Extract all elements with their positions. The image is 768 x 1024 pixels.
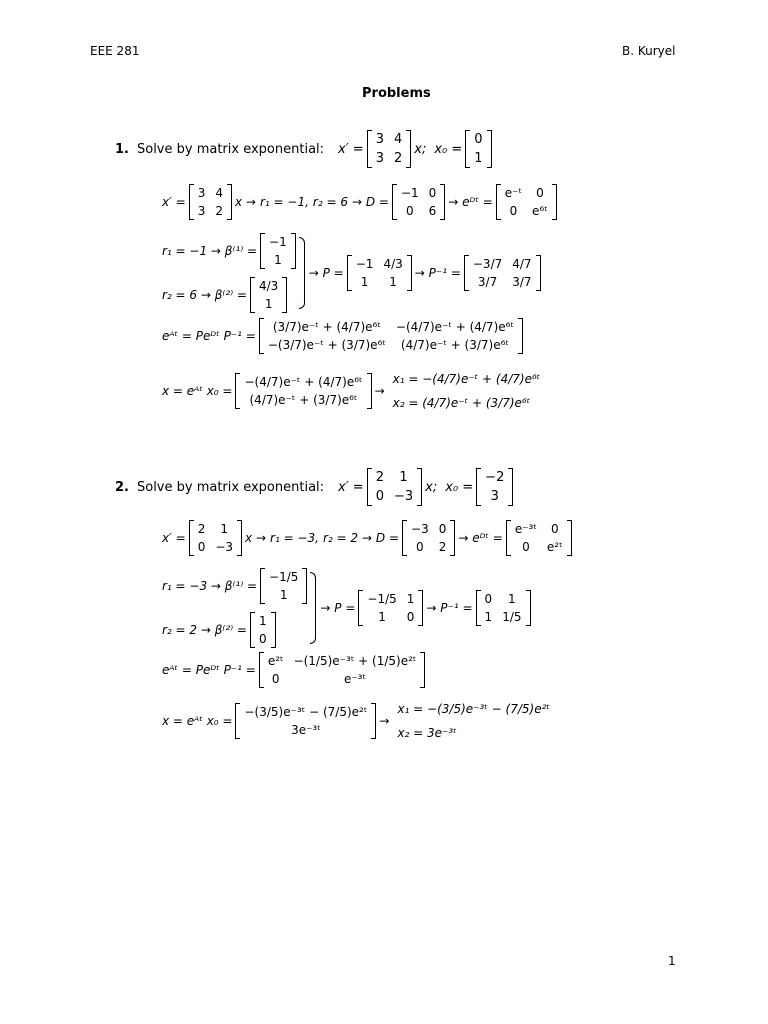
matrix-cells — [240, 373, 366, 409]
beta1-label: r₁ = −3 → β⁽¹⁾ = — [162, 579, 258, 593]
matrix-cells — [470, 130, 486, 168]
vector-beta1 — [260, 568, 307, 604]
beta2-label: r₂ = 6 → β⁽²⁾ = — [162, 288, 247, 302]
x-semicolon: x; — [414, 141, 427, 157]
bracket-right — [271, 612, 276, 648]
author-name: B. Kuryel — [622, 44, 676, 58]
xprime-label: x′ = — [162, 531, 186, 545]
beta1-label: r₁ = −1 → β⁽¹⁾ = — [162, 244, 258, 258]
x-label: x = eᴬᵗ x₀ = — [162, 384, 233, 398]
bracket-right — [536, 255, 541, 291]
arrow-D: → D = — [351, 195, 389, 209]
matrix-entry: −3 — [411, 522, 429, 536]
p1-x-line — [162, 372, 540, 410]
arrow-eDt: → eᴰᵗ = — [458, 531, 503, 545]
matrix-cells — [265, 568, 302, 604]
matrix-A — [189, 184, 232, 220]
matrix-entry: −(3/5)e⁻³ᵗ − (7/5)e²ᵗ — [244, 705, 368, 719]
bracket-right — [420, 652, 425, 688]
bracket-right — [418, 590, 423, 626]
matrix-entry: 3/7 — [512, 275, 532, 289]
p2-x-line — [162, 702, 550, 740]
p1-eAt-line — [162, 318, 526, 354]
bracket-right — [407, 255, 412, 291]
bracket-right — [552, 184, 557, 220]
problem-1-statement — [115, 130, 495, 168]
page-number: 1 — [668, 954, 676, 968]
arrow-Pinv: → P⁻¹ = — [426, 601, 473, 615]
solution-list — [393, 372, 541, 410]
bracket-right — [237, 520, 242, 556]
beta1-row — [162, 233, 299, 269]
p2-beta-block — [162, 568, 534, 648]
bracket-right — [302, 568, 307, 604]
matrix-entry: −1 — [269, 235, 287, 249]
matrix-entry: e⁻³ᵗ — [343, 672, 367, 686]
matrix-entry: 1 — [220, 522, 229, 536]
matrix-entry: 3 — [197, 186, 206, 200]
matrix-entry: 1 — [258, 614, 267, 628]
matrix-entry: 0 — [428, 186, 437, 200]
problem-2 — [115, 468, 516, 506]
arrow-P: → P = — [308, 266, 344, 280]
problem-prompt: Solve by matrix exponential: — [136, 141, 325, 157]
matrix-cells — [265, 233, 291, 269]
matrix-entry: 2 — [438, 540, 447, 554]
matrix-cells — [397, 184, 440, 220]
matrix-entry: −(1/5)e⁻³ᵗ + (1/5)e²ᵗ — [293, 654, 417, 668]
matrix-entry: 1 — [264, 297, 273, 311]
eigenvector-list — [162, 568, 310, 648]
matrix-eDt — [506, 520, 572, 556]
vector-beta1 — [260, 233, 296, 269]
problem-1 — [115, 130, 495, 168]
matrix-entry: −2 — [485, 470, 505, 485]
x2-solution: x₂ = 3e⁻³ᵗ — [397, 726, 457, 740]
result-arrow: → — [379, 714, 390, 728]
matrix-entry: 1 — [360, 275, 369, 289]
matrix-entry: 2 — [375, 470, 384, 485]
matrix-entry: (4/7)e⁻ᵗ + (3/7)e⁶ᵗ — [249, 393, 358, 407]
bracket-right — [526, 590, 531, 626]
bracket-right — [417, 468, 422, 506]
eigenvector-list — [162, 233, 299, 313]
matrix-entry: 0 — [197, 540, 206, 554]
matrix-entry: e²ᵗ — [267, 654, 284, 668]
x-semicolon: x; — [425, 479, 438, 495]
matrix-entry: e²ᵗ — [546, 540, 563, 554]
problem-number: 2. — [115, 479, 129, 495]
matrix-entry: 4/7 — [512, 257, 532, 271]
matrix-Pinv — [464, 255, 541, 291]
x1-solution: x₁ = −(4/7)e⁻ᵗ + (4/7)e⁶ᵗ — [392, 372, 541, 386]
matrix-entry: 0 — [258, 632, 267, 646]
eAt-label: eᴬᵗ = Peᴰᵗ P⁻¹ = — [162, 663, 256, 677]
matrix-entry: 1 — [508, 592, 516, 606]
problem-number: 1. — [115, 141, 129, 157]
matrix-entry: −3/7 — [472, 257, 503, 271]
r2-value: r₂ = 6 — [312, 195, 348, 209]
result-arrow: → — [374, 384, 385, 398]
matrix-cells — [255, 277, 282, 313]
matrix-entry: (4/7)e⁻ᵗ + (3/7)e⁶ᵗ — [400, 338, 509, 352]
matrix-entry: −1/5 — [367, 592, 397, 606]
arrow-Pinv: → P⁻¹ = — [414, 266, 461, 280]
matrix-cells — [511, 520, 567, 556]
matrix-eAt — [259, 652, 426, 688]
r1-value: r₁ = −1, — [259, 195, 309, 209]
matrix-entry: 0 — [416, 540, 424, 554]
matrix-cells — [264, 318, 518, 354]
matrix-entry: −1 — [400, 186, 419, 200]
matrix-entry: −3 — [393, 489, 414, 504]
matrix-entry: e⁶ᵗ — [532, 204, 548, 218]
x2-solution: x₂ = (4/7)e⁻ᵗ + (3/7)e⁶ᵗ — [392, 396, 531, 410]
vector-beta2 — [250, 277, 287, 313]
matrix-entry: (3/7)e⁻ᵗ + (4/7)e⁶ᵗ — [272, 320, 381, 334]
matrix-entry: −(3/7)e⁻ᵗ + (3/7)e⁶ᵗ — [267, 338, 386, 352]
matrix-cells — [481, 468, 508, 506]
matrix-entry: e⁻ᵗ — [504, 186, 523, 200]
x-label: x = eᴬᵗ x₀ = — [162, 714, 233, 728]
xprime-label: x′ = — [338, 141, 364, 157]
matrix-entry: 1 — [274, 253, 282, 267]
matrix-entry: −(4/7)e⁻ᵗ + (4/7)e⁶ᵗ — [395, 320, 514, 334]
matrix-cells — [194, 184, 227, 220]
matrix-entry: 1 — [406, 592, 415, 606]
matrix-entry: 0 — [509, 204, 518, 218]
vector-x0 — [465, 130, 491, 168]
matrix-entry: 0 — [550, 522, 559, 536]
arrow-P: → P = — [320, 601, 356, 615]
matrix-entry: 3 — [490, 489, 499, 504]
bracket-right — [367, 373, 372, 409]
bracket-right — [508, 468, 513, 506]
x0-label: x₀ = — [445, 479, 474, 495]
matrix-entry: 1 — [399, 470, 408, 485]
vector-x — [235, 373, 371, 409]
matrix-P — [347, 255, 412, 291]
eAt-label: eᴬᵗ = Peᴰᵗ P⁻¹ = — [162, 329, 256, 343]
p2-eAt-line — [162, 652, 428, 688]
xprime-label: x′ = — [338, 479, 364, 495]
x0-label: x₀ = — [434, 141, 463, 157]
matrix-entry: 2 — [393, 151, 403, 166]
matrix-cells — [501, 184, 552, 220]
brace — [299, 237, 305, 309]
matrix-cells — [240, 703, 371, 739]
matrix-entry: 2 — [197, 522, 206, 536]
p1-eigen-line — [162, 184, 560, 220]
matrix-cells — [372, 130, 407, 168]
matrix-eDt — [496, 184, 557, 220]
x-arrow: x → — [234, 195, 256, 209]
vector-beta2 — [250, 612, 276, 648]
matrix-entry: 3e⁻³ᵗ — [291, 723, 321, 737]
bracket-right — [227, 184, 232, 220]
bracket-right — [450, 520, 455, 556]
matrix-entry: 6 — [428, 204, 437, 218]
matrix-entry: 0 — [522, 540, 530, 554]
matrix-entry: 0 — [484, 592, 493, 606]
bracket-right — [440, 184, 445, 220]
course-code: EEE 281 — [90, 44, 140, 58]
bracket-right — [487, 130, 492, 168]
matrix-entry: 4 — [215, 186, 223, 200]
arrow-D: → D = — [362, 531, 400, 545]
matrix-entry: −3 — [215, 540, 234, 554]
matrix-cells — [264, 652, 421, 688]
matrix-entry: 1 — [484, 610, 493, 624]
bracket-right — [406, 130, 411, 168]
matrix-entry: 3 — [375, 151, 384, 166]
matrix-entry: 1/5 — [502, 610, 522, 624]
matrix-entry: 3 — [375, 132, 384, 147]
arrow-eDt: → eᴰᵗ = — [448, 195, 493, 209]
matrix-A — [367, 468, 422, 506]
matrix-entry: 0 — [536, 186, 544, 200]
bracket-right — [371, 703, 376, 739]
p1-beta-block — [162, 233, 544, 313]
problem-2-statement — [115, 468, 516, 506]
bracket-right — [518, 318, 523, 354]
matrix-D — [402, 520, 455, 556]
matrix-entry: 0 — [406, 610, 415, 624]
bracket-right — [567, 520, 572, 556]
x1-solution: x₁ = −(3/5)e⁻³ᵗ − (7/5)e²ᵗ — [397, 702, 550, 716]
p2-eigen-line — [162, 520, 575, 556]
page-title: Problems — [362, 86, 431, 101]
matrix-entry: 3 — [197, 204, 206, 218]
matrix-D — [392, 184, 445, 220]
r2-value: r₂ = 2 — [322, 531, 359, 545]
matrix-entry: e⁻³ᵗ — [514, 522, 537, 536]
matrix-cells — [255, 612, 271, 648]
bracket-right — [291, 233, 296, 269]
beta1-row — [162, 568, 310, 604]
r1-value: r₁ = −3, — [270, 531, 319, 545]
matrix-entry: 4/3 — [258, 279, 279, 293]
matrix-Pinv — [476, 590, 531, 626]
matrix-cells — [352, 255, 407, 291]
bracket-right — [282, 277, 287, 313]
vector-x0 — [476, 468, 513, 506]
matrix-cells — [407, 520, 450, 556]
matrix-entry: 3/7 — [477, 275, 498, 289]
matrix-cells — [194, 520, 237, 556]
matrix-entry: 0 — [271, 672, 280, 686]
matrix-entry: 4/3 — [383, 257, 403, 271]
matrix-cells — [469, 255, 536, 291]
solution-list — [397, 702, 549, 740]
matrix-cells — [363, 590, 418, 626]
matrix-entry: 1 — [474, 151, 483, 166]
matrix-entry: 0 — [438, 522, 447, 536]
matrix-entry: 0 — [474, 132, 483, 147]
matrix-entry: 1 — [389, 275, 397, 289]
matrix-eAt — [259, 318, 523, 354]
beta2-row — [162, 612, 310, 648]
matrix-entry: 2 — [215, 204, 223, 218]
matrix-entry: 1 — [378, 610, 386, 624]
matrix-cells — [481, 590, 526, 626]
xprime-label: x′ = — [162, 195, 186, 209]
matrix-entry: 0 — [405, 204, 414, 218]
beta2-label: r₂ = 2 → β⁽²⁾ = — [162, 623, 247, 637]
problem-prompt: Solve by matrix exponential: — [136, 479, 325, 495]
matrix-entry: 1 — [279, 588, 288, 602]
x-arrow: x → — [245, 531, 267, 545]
matrix-entry: −1 — [355, 257, 374, 271]
brace — [310, 572, 316, 644]
vector-x — [235, 703, 376, 739]
matrix-entry: 0 — [375, 489, 384, 504]
matrix-A — [189, 520, 242, 556]
matrix-P — [358, 590, 423, 626]
beta2-row — [162, 277, 299, 313]
matrix-entry: −(4/7)e⁻ᵗ + (4/7)e⁶ᵗ — [244, 375, 363, 389]
matrix-A — [367, 130, 412, 168]
matrix-cells — [372, 468, 417, 506]
matrix-entry: −1/5 — [269, 570, 299, 584]
matrix-entry: 4 — [393, 132, 403, 147]
